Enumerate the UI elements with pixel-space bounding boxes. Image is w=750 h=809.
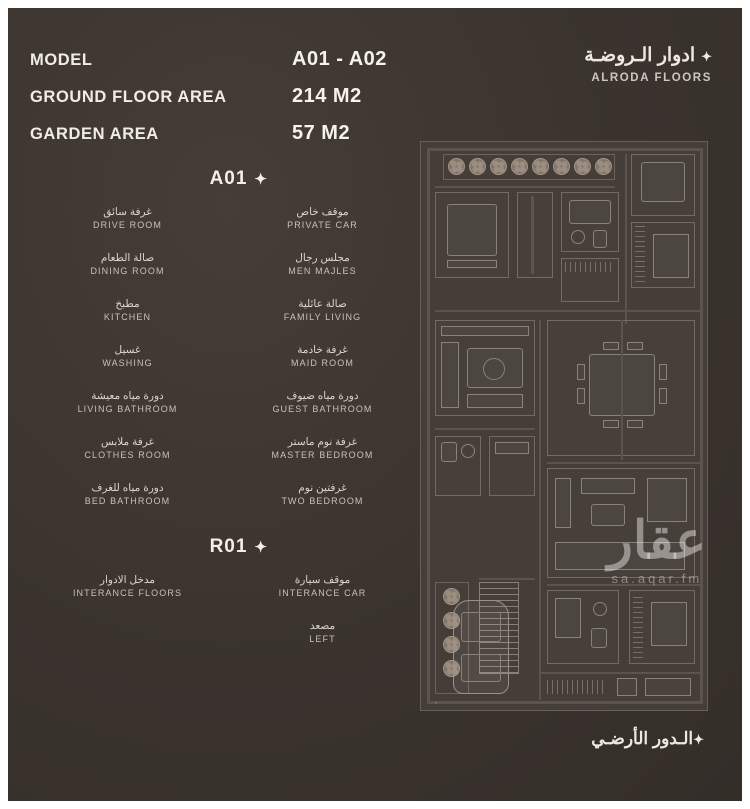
- spec-row-garden-area: [30, 122, 460, 145]
- legend-item-english: CLOTHES ROOM: [84, 450, 171, 460]
- plant-icon: [448, 158, 465, 175]
- plant-icon: [532, 158, 549, 175]
- plan-car-cabin: [461, 612, 501, 642]
- legend-item-english: BED BATHROOM: [84, 496, 171, 506]
- room-legend: [30, 168, 420, 644]
- plan-furniture-chair: [603, 342, 619, 350]
- plan-furniture-coffee-table: [591, 504, 625, 526]
- legend-star-icon-a01: ✦: [254, 171, 268, 188]
- legend-item-english: DINING ROOM: [90, 266, 165, 276]
- brand-star-icon: ✦: [701, 49, 712, 64]
- legend-item-english: FAMILY LIVING: [283, 312, 362, 322]
- legend-item-interance-floors: [30, 574, 225, 598]
- plan-furniture-chair: [577, 388, 585, 404]
- legend-item-maid-room: [225, 344, 420, 368]
- legend-item-arabic: مطبخ: [115, 298, 140, 310]
- legend-item-two-bedroom: [225, 482, 420, 506]
- plan-wall: [479, 578, 535, 580]
- legend-item-english: KITCHEN: [103, 312, 152, 322]
- plan-wall: [435, 310, 703, 312]
- plan-wall: [427, 701, 703, 704]
- legend-grid-r01: [30, 574, 420, 644]
- plant-icon: [511, 158, 528, 175]
- legend-item-english: LIVING BATHROOM: [77, 404, 178, 414]
- plan-furniture-chair: [627, 342, 643, 350]
- plan-furniture-bed: [653, 234, 689, 278]
- legend-item-master-bedroom: [225, 436, 420, 460]
- plant-icon: [443, 588, 460, 605]
- footer-text: الـدور الأرضـي: [591, 729, 694, 748]
- legend-item-arabic: دورة مياه معيشة: [91, 390, 164, 402]
- footer-label: [591, 729, 712, 749]
- plan-furniture-sink: [571, 230, 585, 244]
- plan-hatch: [633, 594, 643, 658]
- legend-item-english: TWO BEDROOM: [281, 496, 364, 506]
- legend-item-drive-room: [30, 206, 225, 230]
- plan-furniture-counter: [441, 326, 529, 336]
- legend-item-arabic: صالة الطعام: [100, 252, 155, 264]
- plan-spacer: [435, 702, 437, 704]
- spec-row-model: [30, 48, 460, 71]
- spec-row-ground-floor-area: [30, 85, 460, 108]
- legend-item-arabic: مصعد: [309, 620, 336, 632]
- plan-furniture-wc: [593, 230, 607, 248]
- plan-hatch: [547, 680, 607, 694]
- plan-furniture-counter: [467, 394, 523, 408]
- legend-item-bed-bathroom: [30, 482, 225, 506]
- plan-furniture-unit: [555, 542, 685, 570]
- spec-value-model: A01 - A02: [292, 48, 387, 70]
- spec-value-ground-floor-area: 214 M2: [292, 85, 362, 107]
- plan-wall: [700, 148, 703, 704]
- spec-table: [30, 48, 460, 159]
- plan-furniture-wardrobe: [447, 260, 497, 268]
- legend-item-kitchen: [30, 298, 225, 322]
- legend-item-english: INTERANCE CAR: [278, 588, 367, 598]
- plan-wall: [427, 148, 703, 151]
- legend-item-english: LEFT: [309, 634, 336, 644]
- legend-item-arabic: غرفة ملابس: [100, 436, 155, 448]
- plant-icon: [490, 158, 507, 175]
- plan-entrance: [645, 678, 691, 696]
- legend-item-arabic: موقف خاص: [296, 206, 349, 218]
- plan-furniture-bathtub: [569, 200, 611, 224]
- legend-item-dining-room: [30, 252, 225, 276]
- legend-section-title-r01: [30, 536, 420, 558]
- legend-grid-a01: [30, 206, 420, 506]
- spec-label-garden-area: GARDEN AREA: [30, 125, 159, 143]
- plan-wall: [427, 148, 430, 704]
- legend-item-english: MEN MAJLES: [288, 266, 357, 276]
- legend-item-living-bathroom: [30, 390, 225, 414]
- plan-furniture-sofa: [555, 478, 571, 528]
- plant-icon: [553, 158, 570, 175]
- legend-item-arabic: غرفة خادمة: [297, 344, 348, 356]
- plan-wall: [531, 196, 534, 274]
- plan-room-corridor: [517, 192, 553, 278]
- plant-icon: [595, 158, 612, 175]
- brand-name-arabic: [584, 44, 712, 67]
- plan-furniture-bed: [641, 162, 685, 202]
- plan-wall: [625, 154, 627, 324]
- plan-wall: [435, 428, 535, 430]
- legend-item-arabic: غرفة سائق: [103, 206, 152, 218]
- legend-item-english: MAID ROOM: [291, 358, 354, 368]
- watermark-english: sa.aqar.fm: [611, 571, 703, 586]
- spec-label-model: MODEL: [30, 51, 93, 69]
- plan-wall: [547, 462, 703, 464]
- plan-furniture-chair: [659, 388, 667, 404]
- floor-plan-drawing: [420, 141, 708, 711]
- plan-furniture-sofa: [581, 478, 635, 494]
- legend-item-arabic: صالة عائلية: [298, 298, 347, 310]
- legend-item-arabic: غسيل: [114, 344, 141, 356]
- plant-icon: [469, 158, 486, 175]
- legend-item-left: [225, 620, 420, 644]
- brand-block: [584, 44, 712, 84]
- plan-furniture-hob: [483, 358, 505, 380]
- legend-item-arabic: مدخل الادوار: [99, 574, 156, 586]
- legend-section-label-a01: A01: [209, 168, 248, 189]
- brand-name-english: ALRODA FLOORS: [591, 72, 712, 84]
- legend-item-guest-bathroom: [225, 390, 420, 414]
- plan-furniture-wc: [591, 628, 607, 648]
- legend-item-arabic: مجلس رجال: [295, 252, 350, 264]
- plan-furniture-bed: [555, 598, 581, 638]
- legend-item-arabic: موقف سيارة: [294, 574, 351, 586]
- legend-item-men-majles: [225, 252, 420, 276]
- plan-hatch: [635, 226, 645, 282]
- legend-item-english: DRIVE ROOM: [92, 220, 162, 230]
- plan-furniture-chair: [659, 364, 667, 380]
- legend-item-english: WASHING: [102, 358, 153, 368]
- brand-arabic-text: ادوار الـروضـة: [584, 45, 696, 66]
- plan-furniture-sink: [593, 602, 607, 616]
- plan-car-rear: [461, 654, 501, 682]
- spec-label-ground-floor-area: GROUND FLOOR AREA: [30, 88, 227, 106]
- plan-wall: [621, 320, 623, 460]
- plan-furniture-chair: [627, 420, 643, 428]
- plan-wall: [539, 672, 703, 674]
- legend-section-title-a01: [30, 168, 420, 190]
- legend-star-icon-r01: ✦: [254, 539, 268, 556]
- legend-item-washing: [30, 344, 225, 368]
- plan-furniture-wc: [441, 442, 457, 462]
- watermark-arabic: عقار: [607, 512, 706, 570]
- legend-item-arabic: دورة مياه ضيوف: [286, 390, 359, 402]
- legend-item-english: MASTER BEDROOM: [271, 450, 374, 460]
- plan-hatch: [565, 262, 615, 272]
- plan-wall: [539, 320, 541, 700]
- legend-item-interance-car: [225, 574, 420, 598]
- plan-wall: [547, 584, 703, 586]
- plan-furniture-bed: [651, 602, 687, 646]
- footer-star-icon: ✦: [693, 732, 704, 747]
- legend-item-english: GUEST BATHROOM: [272, 404, 373, 414]
- plan-elevator: [617, 678, 637, 696]
- floorplan-sheet: [8, 8, 742, 801]
- plan-furniture-chair: [577, 364, 585, 380]
- plan-furniture-sink: [461, 444, 475, 458]
- plan-furniture-chair: [603, 420, 619, 428]
- legend-item-family-living: [225, 298, 420, 322]
- plan-furniture-washer: [495, 442, 529, 454]
- legend-item-english: PRIVATE CAR: [287, 220, 358, 230]
- legend-item-arabic: غرفتين نوم: [298, 482, 347, 494]
- plan-wall: [435, 186, 615, 188]
- legend-item-english: INTERANCE FLOORS: [72, 588, 183, 598]
- legend-item-arabic: غرفة نوم ماستر: [287, 436, 358, 448]
- plant-icon: [574, 158, 591, 175]
- plan-furniture-cabinet: [647, 478, 687, 522]
- legend-item-arabic: دورة مياه للغرف: [91, 482, 164, 494]
- plan-furniture-bed: [447, 204, 497, 256]
- legend-item-clothes-room: [30, 436, 225, 460]
- legend-item-private-car: [225, 206, 420, 230]
- legend-section-label-r01: R01: [209, 536, 248, 557]
- plan-furniture-counter: [441, 342, 459, 408]
- spec-value-garden-area: 57 M2: [292, 122, 351, 144]
